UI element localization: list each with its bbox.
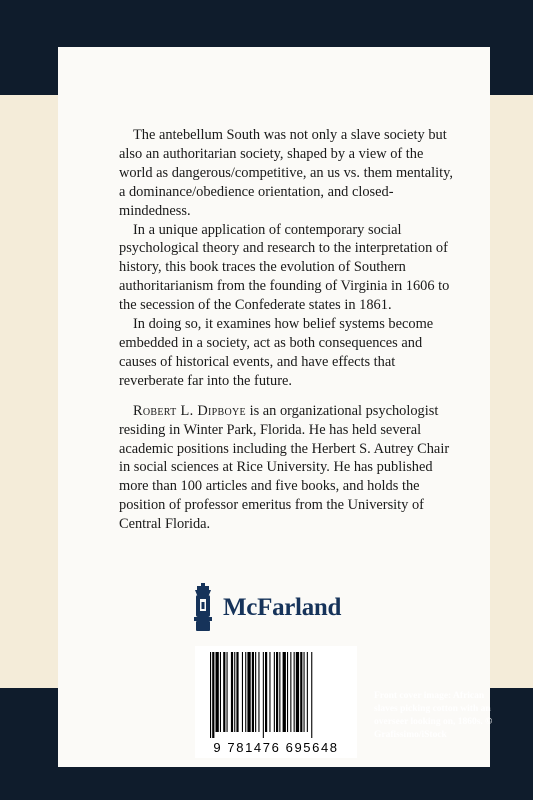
barcode-bar	[276, 652, 278, 732]
isbn-number: 9 781476 695648	[213, 740, 339, 755]
barcode-bar	[279, 652, 280, 732]
barcode-bar	[287, 652, 288, 732]
barcode-bar	[227, 652, 228, 732]
barcode-bar	[274, 652, 275, 732]
barcode-bar	[294, 652, 295, 732]
publisher-logo	[189, 582, 389, 634]
barcode-bar	[247, 652, 250, 732]
barcode-bar	[265, 652, 267, 732]
barcode-bar	[220, 652, 221, 732]
barcode-bar	[300, 652, 302, 732]
author-bio	[119, 402, 459, 534]
barcode-bar	[258, 652, 259, 732]
author-bio-text: is an organizational psychologist residing in Winter Park, Florida. He has held several academic positions including the Herbert S. Autrey Chair in social sciences at Rice University. He has published more than 100 articles and five books, and holds the position of professor emeritus from the University of Central Florida.	[119, 402, 450, 533]
barcode-bar	[296, 652, 299, 732]
barcode-bars	[210, 652, 342, 738]
barcode-bar	[210, 652, 211, 738]
barcode-bar	[269, 652, 270, 732]
barcode-bar	[304, 652, 305, 732]
publisher-name: McFarland	[223, 594, 342, 621]
barcode-bar	[234, 652, 235, 732]
barcode-bar	[255, 652, 256, 732]
barcode-bar	[263, 652, 264, 738]
book-description	[119, 126, 459, 534]
barcode-bar	[307, 652, 308, 732]
barcode-bar	[242, 652, 243, 732]
barcode-bar	[231, 652, 233, 732]
lantern-icon	[189, 583, 217, 633]
barcode-bar	[290, 652, 291, 732]
barcode-bar	[216, 652, 219, 732]
author-name: Robert L. Dipboye	[133, 402, 246, 419]
description-paragraph-2: In a unique application of contemporary social psychological theory and research to the interpretation of history, this book traces the evolution of Southern authoritarianism from the founding of Virginia in 1606 to the secession of the Confederate states in 1861.	[119, 221, 450, 314]
barcode-bar	[212, 652, 214, 738]
description-paragraph-1: The antebellum South was not only a slave society but also an authoritarian society, shaped by a view of the world as dangerous/competitive, an us vs. them mentality, a dominance/obedience orientation, and closed-mindedness.	[119, 127, 453, 219]
description-paragraph-3: In doing so, it examines how belief systems become embedded in a society, act as both consequences and causes of historical events, and have effects that reverberate far into the future.	[119, 316, 434, 389]
barcode-bar	[245, 652, 246, 732]
barcode-bar	[311, 652, 312, 738]
barcode	[195, 646, 357, 758]
barcode-bar	[223, 652, 225, 732]
barcode-bar	[252, 652, 254, 732]
cover-image-credit: Front cover image: African slaves picking cotton with an overseer looking on, 1860s. © Grafissimo/iStock	[374, 691, 493, 740]
barcode-bar	[236, 652, 238, 732]
barcode-bar	[283, 652, 286, 732]
